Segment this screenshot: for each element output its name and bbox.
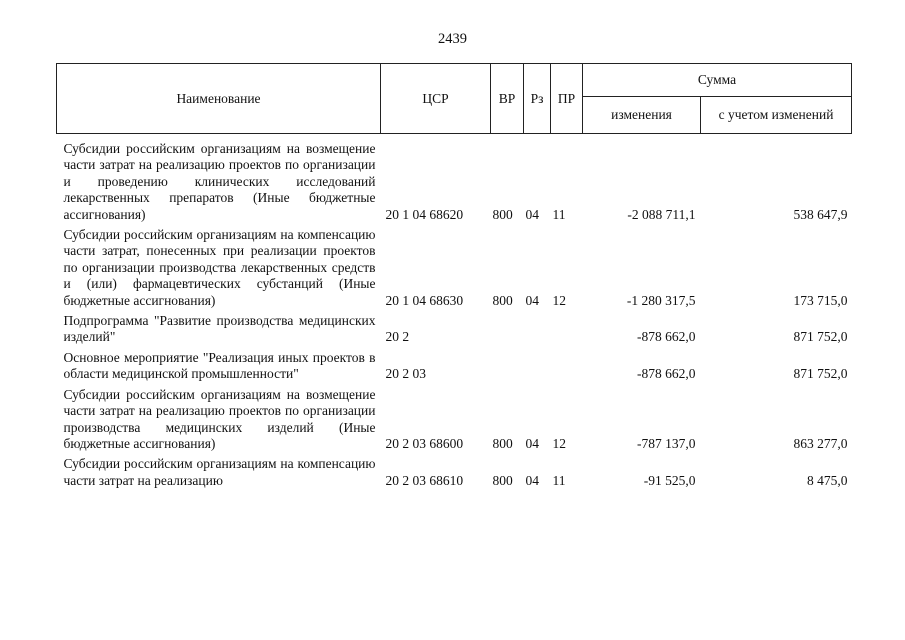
table-row	[57, 346, 852, 383]
row-total: 538 647,9	[793, 206, 848, 222]
row-name: Субсидии российским организациям на возмещение части затрат на реализацию проектов по организации и проведению клинических исследований лекарственных препаратов (Иные бюджетные ассигнования)	[63, 141, 376, 222]
table-row	[57, 223, 852, 309]
row-rz: 04	[525, 292, 539, 308]
row-csr: 20 1 04 68630	[385, 292, 464, 308]
table-row	[57, 383, 852, 453]
row-total: 871 752,0	[793, 329, 848, 345]
table-row	[57, 309, 852, 346]
row-name: Субсидии российским организациям на компенсацию части затрат на реализацию	[63, 456, 376, 488]
row-csr: 20 2 03	[385, 366, 426, 382]
row-pr: 11	[552, 472, 566, 488]
header-csr: ЦСР	[381, 64, 491, 134]
header-change: изменения	[583, 97, 701, 134]
row-name: Основное мероприятие "Реализация иных проектов в области медицинской промышленности"	[63, 349, 376, 382]
row-total: 863 277,0	[793, 435, 848, 451]
row-rz	[524, 309, 551, 346]
header-sum: Сумма	[583, 64, 852, 97]
row-change: -878 662,0	[637, 366, 696, 382]
row-name: Субсидии российским организациям на компенсацию части затрат, понесенных при реализации проектов по организации производства лекарственных средств и (или) фармацевтических субстанций (Иные бюджетные ассигнования)	[63, 227, 376, 308]
row-csr: 20 1 04 68620	[385, 206, 464, 222]
row-csr: 20 2	[385, 329, 410, 345]
row-change: -878 662,0	[637, 329, 696, 345]
row-pr	[551, 346, 583, 383]
row-vr: 800	[492, 206, 513, 222]
row-change: -1 280 317,5	[626, 292, 696, 308]
table-header	[57, 64, 852, 134]
row-rz: 04	[525, 206, 539, 222]
row-total: 173 715,0	[793, 292, 848, 308]
row-total: 8 475,0	[807, 472, 848, 488]
row-change: -2 088 711,1	[627, 206, 696, 222]
row-rz: 04	[525, 472, 539, 488]
row-csr: 20 2 03 68600	[385, 435, 464, 451]
row-pr: 11	[552, 206, 566, 222]
page-number: 2439	[438, 31, 467, 47]
row-total: 871 752,0	[793, 366, 848, 382]
row-vr: 800	[492, 435, 513, 451]
row-name: Подпрограмма "Развитие производства медицинских изделий"	[63, 313, 376, 345]
budget-table	[56, 63, 852, 489]
row-csr: 20 2 03 68610	[385, 472, 464, 488]
row-vr: 800	[492, 292, 513, 308]
header-rz: Рз	[524, 64, 551, 134]
row-pr: 12	[552, 435, 566, 451]
row-name: Субсидии российским организациям на возмещение части затрат на реализацию проектов по организации производства медицинских изделий (Иные бюджетные ассигнования)	[63, 386, 376, 451]
row-change: -91 525,0	[643, 472, 696, 488]
header-total: с учетом изменений	[701, 97, 852, 134]
row-vr	[491, 346, 524, 383]
row-change: -787 137,0	[637, 435, 696, 451]
table-body	[57, 134, 852, 490]
row-vr: 800	[492, 472, 513, 488]
header-vr: ВР	[491, 64, 524, 134]
row-vr	[491, 309, 524, 346]
row-rz	[524, 346, 551, 383]
table-row	[57, 134, 852, 224]
table-row	[57, 452, 852, 489]
header-name: Наименование	[57, 64, 381, 134]
row-pr	[551, 309, 583, 346]
header-pr: ПР	[551, 64, 583, 134]
row-pr: 12	[552, 292, 566, 308]
row-rz: 04	[525, 435, 539, 451]
